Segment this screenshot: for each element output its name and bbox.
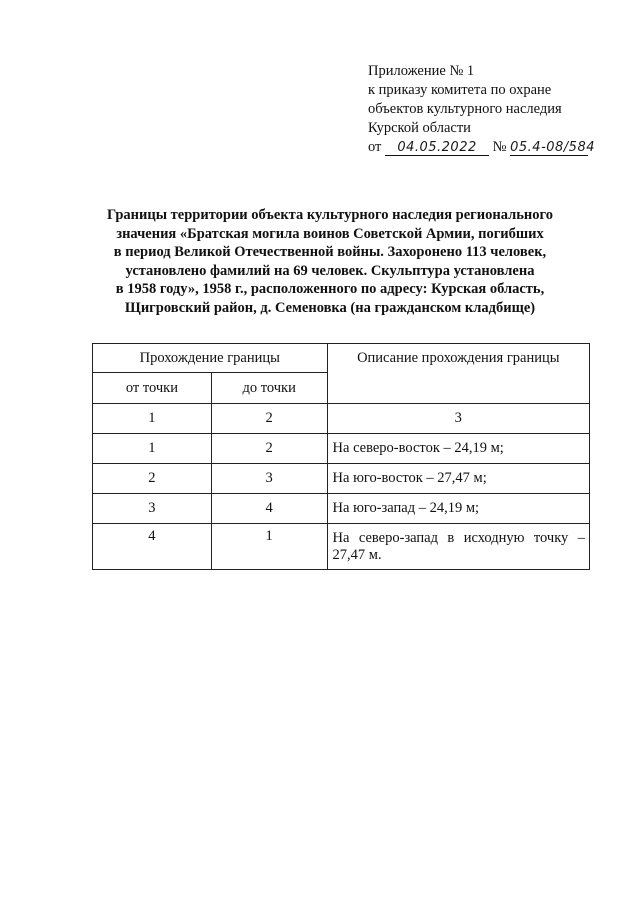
to-point-cell: 4 [211,494,327,524]
from-point-cell: 2 [93,464,212,494]
table-row [93,464,590,494]
description-cell: На юго-запад – 24,19 м; [327,494,589,524]
date-prefix: от [368,139,382,155]
appendix-date-line [368,138,595,157]
table-row [93,434,590,464]
appendix-line-1: Приложение № 1 [368,63,475,79]
to-point-cell: 2 [211,434,327,464]
table-row [93,494,590,524]
column-number: 3 [327,404,589,434]
header-boundary-passage: Прохождение границы [93,344,328,373]
title-line: в период Великой Отечественной войны. Захоронено 113 человек, [113,244,547,261]
handwritten-number: 05.4-08/584 [510,140,595,155]
title-line: Щигровский район, д. Семеновка (на гражданском кладбище) [124,299,536,316]
appendix-line-4: Курской области [368,120,471,136]
document-title [90,206,570,318]
from-point-cell: 3 [93,494,212,524]
appendix-line-3: объектов культурного наследия [368,101,562,117]
title-line: установлено фамилий на 69 человек. Скульптура установлена [125,262,535,279]
number-prefix: № [492,139,507,155]
title-line: в 1958 году», 1958 г., расположенного по адресу: Курская область, [115,281,545,298]
appendix-block [368,62,595,157]
description-cell: На юго-восток – 27,47 м; [327,464,589,494]
to-point-cell: 3 [211,464,327,494]
header-to-point: до точки [211,373,327,404]
handwritten-date: 04.05.2022 [385,141,489,156]
appendix-line-2: к приказу комитета по охране [368,82,552,98]
header-from-point: от точки [93,373,212,404]
to-point-cell: 1 [211,524,327,570]
table-column-numbers-row [93,404,590,434]
title-line: Границы территории объекта культурного наследия регионального [107,207,553,223]
column-number: 2 [211,404,327,434]
column-number: 1 [93,404,212,434]
from-point-cell: 1 [93,434,212,464]
title-line: значения «Братская могила воинов Советской Армии, погибших [116,225,544,242]
boundary-table [92,343,590,570]
table-header-row [93,344,590,373]
table-row [93,524,590,570]
description-cell: На северо-запад в исходную точку – 27,47 м. [327,524,589,570]
from-point-cell: 4 [93,524,212,570]
description-cell: На северо-восток – 24,19 м; [327,434,589,464]
header-description: Описание прохождения границы [327,344,589,404]
